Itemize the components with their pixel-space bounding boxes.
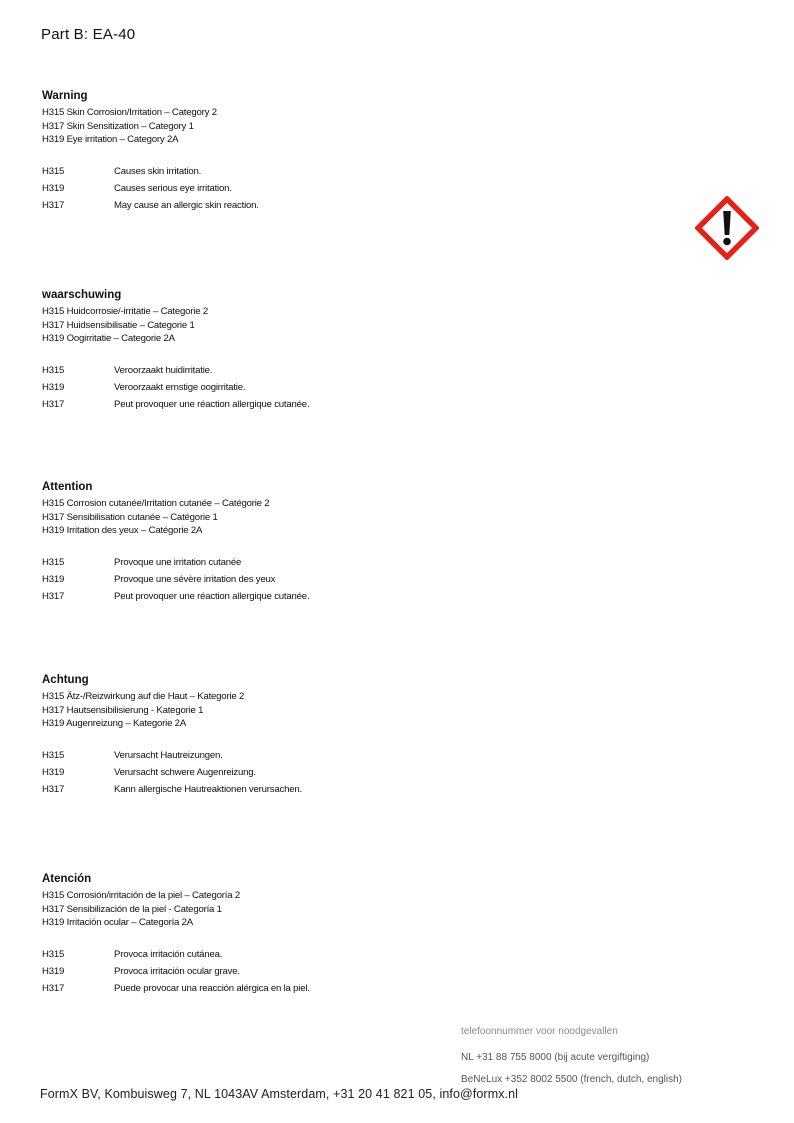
hazard-statement [42,379,702,396]
classification-line: H315 Skin Corrosion/Irritation – Category 2 [42,107,217,118]
hazard-statement [42,197,702,214]
classification-line: H319 Augenreizung – Kategorie 2A [42,718,187,729]
statement-text: Provoque une sévère irritation des yeux [114,573,276,585]
statement-code: H315 [42,948,65,960]
classification-line: H315 Huidcorrosie/-irritatie – Categorie 2 [42,306,208,317]
emergency-phone-benelux: BeNeLux +352 8002 5500 (french, dutch, english) [461,1074,682,1085]
classification-line: H317 Sensibilisation cutanée – Catégorie 1 [42,511,218,523]
statement-code: H319 [42,573,65,585]
statement-code: H317 [42,591,65,603]
hazard-statement [42,781,702,798]
classification-line: H319 Irritation des yeux – Catégorie 2A [42,525,203,536]
hazard-statement [42,963,702,980]
statement-code: H315 [42,364,65,376]
hazard-statement [42,946,702,963]
statement-text: Veroorzaakt ernstige oogirritatie. [114,381,246,393]
hazard-statement [42,396,702,413]
company-address: FormX BV, Kombuisweg 7, NL 1043AV Amsterdam, +31 20 41 821 05, info@formx.nl [40,1087,519,1101]
hazard-statement [42,554,702,571]
statement-code: H319 [42,381,65,393]
statement-code: H317 [42,983,65,995]
classification-line: H317 Sensibilización de la piel - Categoría 1 [42,903,222,915]
statement-text: Causes skin irritation. [114,165,202,177]
classification-line: H319 Irritación ocular – Categoría 2A [42,917,193,928]
hazard-statement [42,764,702,781]
classification-line: H315 Corrosion cutanée/Irritation cutanée – Catégorie 2 [42,498,270,509]
statement-text: Peut provoquer une réaction allergique cutanée. [114,399,310,411]
hazard-statement [42,362,702,379]
statement-text: Verursacht schwere Augenreizung. [114,766,256,778]
statement-text: Veroorzaakt huidirritatie. [114,364,213,376]
hazard-statement [42,163,702,180]
hazard-statement [42,980,702,997]
statement-text: Provoca irritación ocular grave. [114,965,240,977]
statement-code: H319 [42,182,65,194]
classification-line: H315 Ätz-/Reizwirkung auf die Haut – Kategorie 2 [42,691,245,702]
classification-line: H319 Oogirritatie – Categorie 2A [42,333,175,344]
statement-code: H315 [42,165,65,177]
hazard-statements [42,362,702,414]
statement-text: Peut provoquer une réaction allergique cutanée. [114,591,310,603]
statement-code: H317 [42,399,65,411]
statement-text: Causes serious eye irritation. [114,182,232,194]
classification-line: H317 Hautsensibilisierung - Kategorie 1 [42,704,204,716]
signal-word: Attention [42,481,93,493]
emergency-label: telefoonnummer voor noodgevallen [461,1026,618,1037]
signal-word: Achtung [42,674,89,686]
hazard-statement [42,588,702,605]
hazard-section-de [42,673,702,798]
hazard-statement [42,571,702,588]
statement-text: Puede provocar una reacción alérgica en la piel. [114,983,310,995]
emergency-phone-nl: NL +31 88 755 8000 (bij acute vergiftiging) [461,1052,650,1063]
signal-word: waarschuwing [42,289,122,301]
statement-text: Verursacht Hautreizungen. [114,749,223,761]
hazard-statements [42,163,702,215]
classification-line: H317 Skin Sensitization – Category 1 [42,120,194,132]
classification-line: H317 Huidsensibilisatie – Categorie 1 [42,319,195,331]
statement-code: H317 [42,784,65,796]
classification-line: H319 Eye irritation – Category 2A [42,134,179,145]
page-title: Part B: EA-40 [41,26,136,43]
hazard-statements [42,747,702,799]
signal-word: Warning [42,90,88,102]
statement-text: May cause an allergic skin reaction. [114,200,259,212]
hazard-statements [42,554,702,606]
signal-word: Atención [42,873,92,885]
statement-code: H315 [42,556,65,568]
statement-code: H319 [42,965,65,977]
statement-code: H317 [42,200,65,212]
hazard-statements [42,946,702,998]
hazard-statement [42,180,702,197]
statement-text: Provoca irritación cutánea. [114,948,223,960]
classification-line: H315 Corrosión/irritación de la piel – Categoría 2 [42,890,240,901]
ghs07-exclamation-mark-icon [695,196,759,260]
statement-text: Kann allergische Hautreaktionen verursachen. [114,784,302,796]
hazard-section-nl [42,288,702,413]
hazard-section-es [42,872,702,997]
hazard-statement [42,747,702,764]
hazard-section-fr [42,480,702,605]
emergency-contact [461,1025,682,1091]
statement-code: H315 [42,749,65,761]
hazard-section-en [42,89,702,214]
statement-text: Provoque une irritation cutanée [114,556,242,568]
statement-code: H319 [42,766,65,778]
